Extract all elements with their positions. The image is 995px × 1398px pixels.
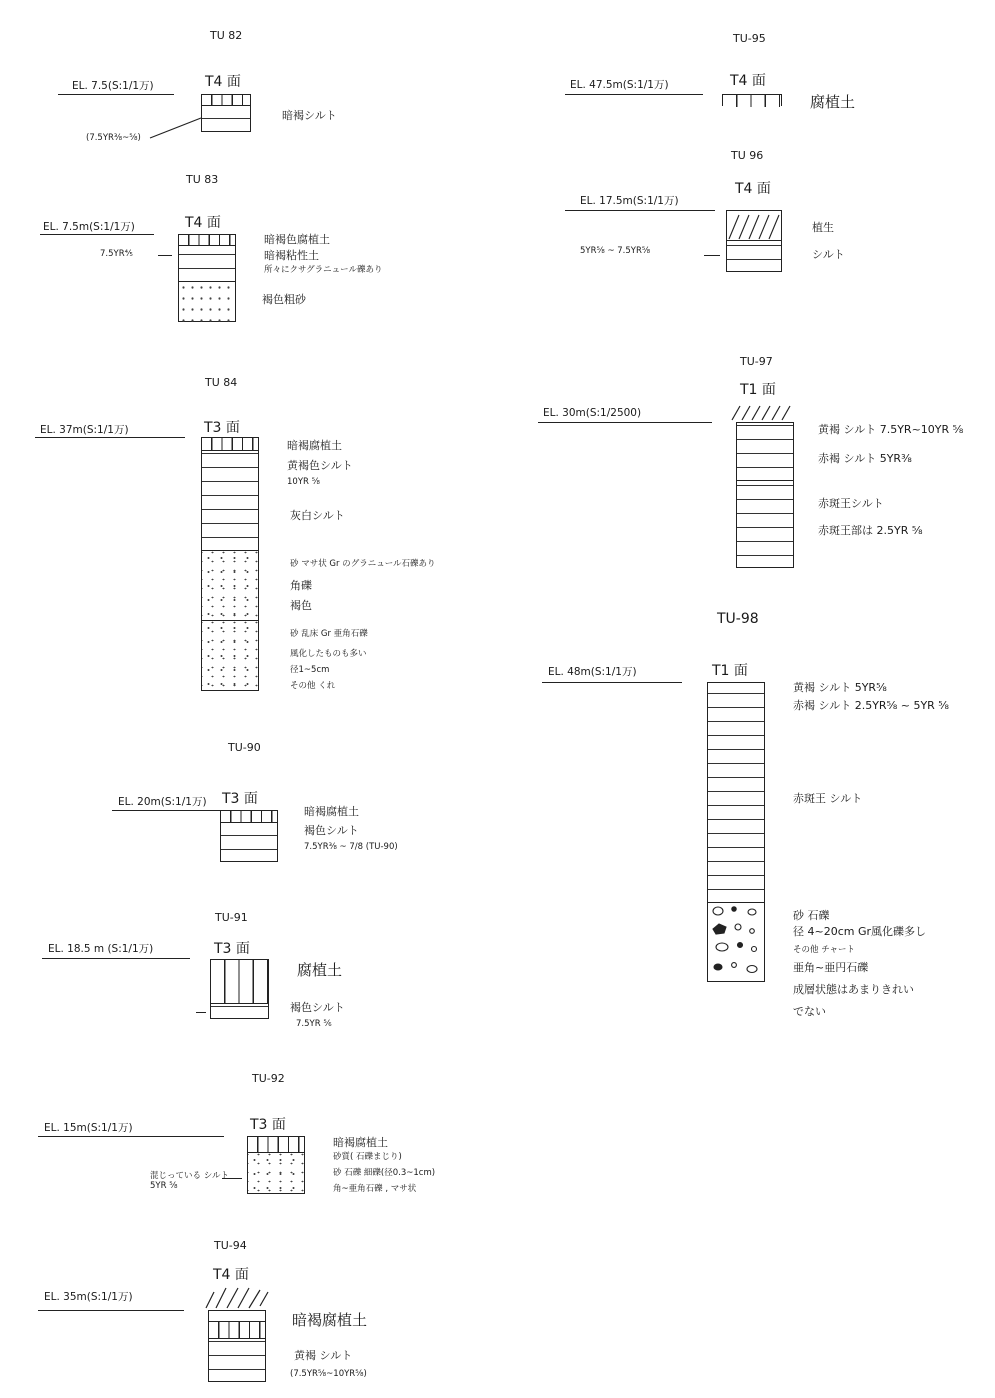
section-title: TU 96 [731,149,764,162]
section-title: TU 84 [205,376,238,389]
stratigraphic-column [201,437,259,691]
layer-note: 赤褐 シルト 5YR⅜ [818,452,912,465]
color-note: (7.5YR⅜~⅝) [86,133,141,143]
tick-line [704,255,720,256]
layer-note: 成層状態はあまりきれい [793,983,914,996]
section-title: TU-90 [228,741,261,754]
layer-note: 褐色 [290,599,312,612]
layer-note: 砂 マサ状 Gr のグラニュール石礫あり [290,559,436,569]
layer-note: 砂質( 石礫まじり) [333,1152,402,1162]
ground-line [38,1310,184,1311]
ground-line [112,810,220,811]
layer-note: 角礫 [290,579,312,592]
layer-silt [211,1004,268,1019]
ground-line [38,1136,224,1137]
layer-note: 黄褐色シルト [287,459,353,472]
elevation-label: EL. 20m(S:1/1万) [118,796,207,808]
layer-note: シルト [812,248,845,261]
layer-note: 亜角~亜円石礫 [793,961,869,974]
surface-label: T4 面 [735,181,771,197]
layer-sand [179,282,235,322]
layer-silt [737,423,793,481]
layer-note: 黄褐 シルト [294,1349,353,1362]
surface-label: T4 面 [213,1267,249,1283]
layer-humus [202,438,258,451]
surface-label: T3 面 [222,791,258,807]
layer-note: 赤斑王 シルト [793,792,863,805]
ground-line [40,234,154,235]
surface-label: T4 面 [730,73,766,89]
layer-note: 暗褐腐植土 [287,439,342,452]
surface-label: T1 面 [712,663,748,679]
layer-note: 植生 [812,221,834,234]
surface-label: T4 面 [185,215,221,231]
stratigraphic-column [210,959,269,1019]
side-note: 5YR⅝ ~ 7.5YR⅝ [580,246,651,256]
layer-note: 灰白シルト [290,509,345,522]
surface-label: T3 面 [204,420,240,436]
section-title: TU 83 [186,173,219,186]
layer-note: 所々にクサグラニュール礫あり [264,265,383,275]
layer-note: 暗褐腐植土 [304,805,359,818]
elevation-label: EL. 15m(S:1/1万) [44,1122,133,1134]
layer-note: 径1~5cm [290,665,330,675]
layer-note: 径 4~20cm Gr風化礫多し [793,925,927,938]
section-title: TU-97 [740,355,773,368]
tick-line [196,1012,206,1013]
gravel-pattern [708,903,764,982]
stratigraphic-column [726,210,782,272]
layer-note: 暗褐腐植土 [333,1136,388,1149]
layer-note: 7.5YR⅜ ~ 7/8 (TU-90) [304,842,398,852]
layer-silt [202,106,250,131]
elevation-label: EL. 37m(S:1/1万) [40,424,129,436]
elevation-label: EL. 48m(S:1/1万) [548,666,637,678]
elevation-label: EL. 47.5m(S:1/1万) [570,79,669,91]
surface-label: T3 面 [250,1117,286,1133]
tick-line [222,1178,242,1179]
layer-silt [202,451,258,551]
layer-vegetation [727,211,781,241]
layer-note: 砂 石礫 [793,909,830,922]
layer-note: 角~亜角石礫 , マサ状 [333,1184,417,1194]
layer-note: 黄褐 シルト 7.5YR~10YR ⅝ [818,423,964,436]
layer-note: 暗褐粘性土 [264,249,319,262]
layer-note: 砂 石礫 細礫(径0.3~1cm) [333,1168,436,1178]
layer-note: 10YR ⅝ [287,477,320,487]
ground-line [58,94,174,95]
surface-label: T1 面 [740,382,776,398]
vegetation-marks [727,211,781,241]
layer-mottled-silt [737,481,793,568]
layer-silt [727,241,781,272]
layer-note: 腐植土 [810,93,856,111]
surface-label: T4 面 [205,74,241,90]
layer-humus [221,811,277,823]
ground-line [565,210,715,211]
layer-note: 7.5YR ⅚ [296,1019,332,1029]
layer-note: 暗褐シルト [282,109,337,122]
section-title: TU-98 [717,611,759,627]
ground-line [565,94,703,95]
elevation-label: EL. 30m(S:1/2500) [543,407,642,419]
layer-silt [209,1339,265,1382]
stratigraphic-column [722,94,782,106]
stratigraphic-column [220,810,278,862]
layer-sand [202,551,258,621]
layer-note: 暗褐腐植土 [292,1311,368,1329]
layer-note: 褐色シルト [290,1001,345,1014]
layer-note: (7.5YR⅝~10YR⅝) [290,1369,367,1379]
layer-silt [221,823,277,862]
layer-silt [708,683,764,903]
elevation-label: EL. 17.5m(S:1/1万) [580,195,679,207]
elevation-label: EL. 7.5(S:1/1万) [72,80,154,92]
layer-humus [179,235,235,246]
layer-note: 腐植土 [297,961,343,979]
layer-note: 赤褐 シルト 2.5YR⅝ ~ 5YR ⅝ [793,699,949,712]
layer-note: 暗褐色腐植土 [264,233,330,246]
surface-label: T3 面 [214,941,250,957]
stratigraphic-column [208,1310,266,1382]
layer-gravel [708,903,764,982]
section-title: TU-91 [215,911,248,924]
layer-humus [209,1321,265,1339]
layer-humus [248,1137,304,1153]
ground-line [42,958,190,959]
section-title: TU-95 [733,32,766,45]
layer-note: 砂 乱床 Gr 亜角石礫 [290,629,368,639]
ground-line [538,422,712,423]
layer-note: 赤斑王部は 2.5YR ⅝ [818,524,923,537]
layer-note: 黄褐 シルト 5YR⅝ [793,681,887,694]
layer-note: 褐色粗砂 [262,293,306,306]
stratigraphic-column [201,94,251,132]
ground-line [35,437,185,438]
layer-humus [202,95,250,106]
elevation-label: EL. 35m(S:1/1万) [44,1291,133,1303]
layer-note: でない [793,1005,826,1018]
side-note: 混じっている シルト 5YR ⅝ [150,1171,229,1191]
layer-note: 赤斑王シルト [818,497,884,510]
section-title: TU-94 [214,1239,247,1252]
layer-sand-gravel [202,621,258,691]
layer-humus [211,960,268,1004]
layer-note: 風化したものも多い [290,649,367,659]
tick-line [158,255,172,256]
layer-humus [723,95,781,107]
elevation-label: EL. 18.5 m (S:1/1万) [48,943,154,955]
layer-note: その他 チャート [793,945,855,955]
stratigraphic-column [707,682,765,982]
stratigraphic-column [736,422,794,568]
section-title: TU-92 [252,1072,285,1085]
elevation-label: EL. 7.5m(S:1/1万) [43,221,135,233]
stratigraphic-column [247,1136,305,1194]
layer-sandy-gravel [248,1153,304,1193]
layer-silt [179,246,235,282]
ground-line [542,682,682,683]
stratigraphic-column [178,234,236,322]
layer-note: その他 くれ [290,681,336,691]
layer-note: 褐色シルト [304,824,359,837]
side-note: 7.5YR⅘ [100,249,133,259]
section-title: TU 82 [210,29,243,42]
